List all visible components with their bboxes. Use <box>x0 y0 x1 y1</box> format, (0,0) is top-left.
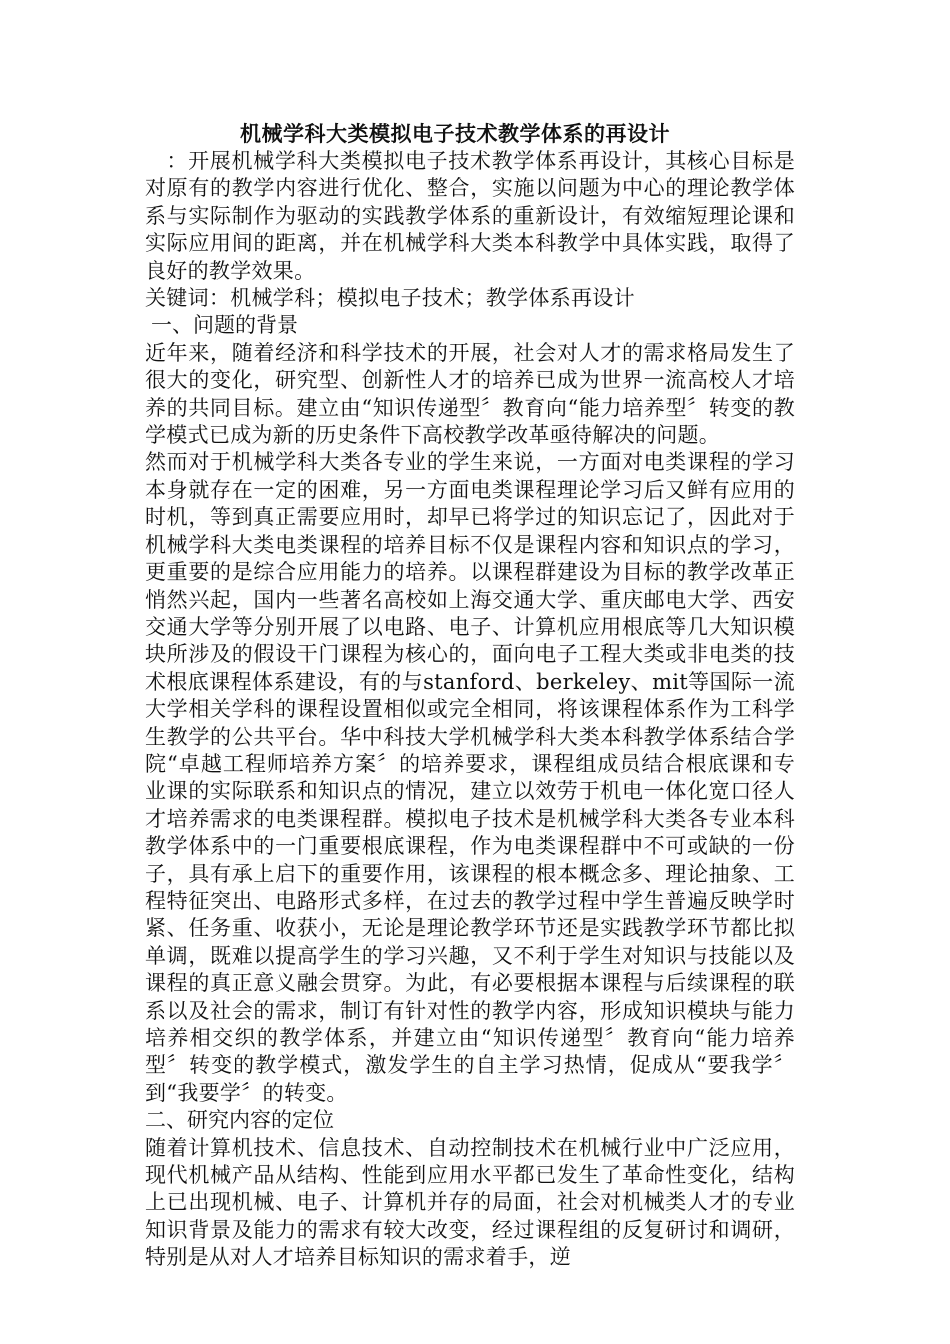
body-paragraph: 然而对于机械学科大类各专业的学生来说，一方面对电类课程的学习本身就存在一定的困难，另一方面电类课程理论学习后又鲜有应用的时机，等到真正需要应用时，却早已将学过的知识忘记了，因此对于机械学科大类电类课程的培养目标不仅是课程内容和知识点的学习，更重要的是综合应用能力的培养。以课程群建设为目标的教学改革正悄然兴起，国内一些著名高校如上海交通大学、重庆邮电大学、西安交通大学等分别开展了以电路、电子、计算机应用根底等几大知识模块所涉及的假设干门课程为核心的，面向电子工程大类或非电类的技术根底课程体系建设，有的与stanford、berkeley、mit等国际一流大学相关学科的课程设置相似或完全相同，将该课程体系作为工科学生教学的公共平台。华中科技大学机械学科大类本科教学体系结合学院“卓越工程师培养方案〞的培养要求，课程组成员结合根底课和专业课的实际联系和知识点的情况，建立以效劳于机电一体化宽口径人才培养需求的电类课程群。模拟电子技术是机械学科大类各专业本科教学体系中的一门重要根底课程，作为电类课程群中不可或缺的一份子，具有承上启下的重要作用，该课程的根本概念多、理论抽象、工程特征突出、电路形式多样，在过去的教学过程中学生普遍反映学时紧、任务重、收获小，无论是理论教学环节还是实践教学环节都比拟单调，既难以提高学生的学习兴趣，又不利于学生对知识与技能以及课程的真正意义融会贯穿。为此，有必要根据本课程与后续课程的联系以及社会的需求，制订有针对性的教学内容，形成知识模块与能力培养相交织的教学体系，并建立由“知识传递型〞教育向“能力培养型〞转变的教学模式，激发学生的自主学习热情，促成从“要我学〞到“我要学〞的转变。 <box>145 450 795 1105</box>
body-paragraph: 近年来，随着经济和科学技术的开展，社会对人才的需求格局发生了很大的变化，研究型、创新性人才的培养已成为世界一流高校人才培养的共同目标。建立由“知识传递型〞教育向“能力培养型〞转变的教学模式已成为新的历史条件下高校教学改革亟待解决的问题。 <box>145 340 795 448</box>
section-heading-research-positioning: 二、研究内容的定位 <box>145 1108 334 1133</box>
document-page <box>145 120 795 1272</box>
body-paragraph: 随着计算机技术、信息技术、自动控制技术在机械行业中广泛应用，现代机械产品从结构、性能到应用水平都已发生了革命性变化，结构上已出现机械、电子、计算机并存的局面，社会对机械类人才的专业知识背景及能力的需求有较大改变，经过课程组的反复研讨和调研，特别是从对人才培养目标知识的需求着手，逆 <box>145 1135 795 1270</box>
abstract-paragraph: ：开展机械学科大类模拟电子技术教学体系再设计，其核心目标是对原有的教学内容进行优化、整合，实施以问题为中心的理论教学体系与实际制作为驱动的实践教学体系的重新设计，有效缩短理论课和实际应用间的距离，并在机械学科大类本科教学中具体实践，取得了良好的教学效果。 <box>145 149 795 283</box>
document-title: 机械学科大类模拟电子技术教学体系的再设计 <box>240 122 670 146</box>
keywords-line: 关键词：机械学科；模拟电子技术；教学体系再设计 <box>145 286 635 311</box>
section-heading-background: 一、问题的背景 <box>151 313 298 338</box>
